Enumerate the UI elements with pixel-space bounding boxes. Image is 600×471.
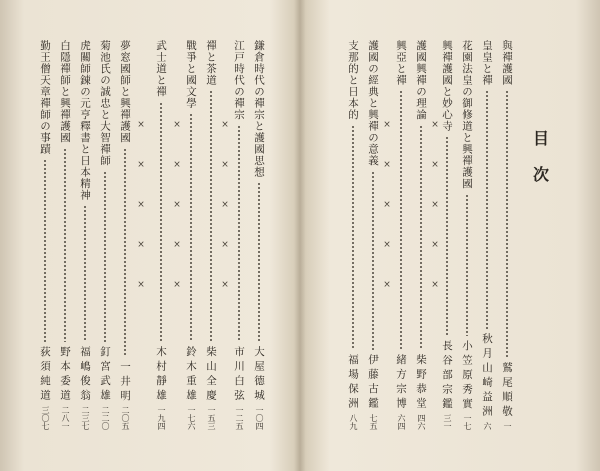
- leader-dots: [446, 136, 448, 336]
- leader-dots: [84, 205, 86, 342]
- separator-mark: ×: [383, 120, 391, 130]
- toc-entry: [344, 40, 362, 430]
- toc-entry-author: 市川白弦: [233, 346, 245, 404]
- toc-entry-author: 鷲尾順敬: [501, 362, 513, 420]
- separator-mark: ×: [221, 280, 229, 290]
- separator-mark: ×: [173, 240, 181, 250]
- group-separator: [132, 120, 150, 310]
- leader-dots: [420, 125, 422, 351]
- separator-mark: ×: [137, 160, 145, 170]
- toc-entry: [250, 40, 268, 430]
- leader-dots: [400, 90, 402, 350]
- toc-entry-author: 鈴木重雄: [185, 346, 197, 404]
- toc-entry-page: 三〇七: [41, 406, 50, 430]
- toc-entry-page: 一二五: [235, 406, 244, 430]
- toc-entry-author: 福嶋俊翁: [79, 346, 91, 404]
- toc-entry-page: 六: [483, 422, 492, 430]
- toc-entry-author: 秋月山崎益洲: [481, 333, 493, 420]
- toc-entry-page: 一〇四: [255, 406, 264, 430]
- toc-entry-author: 伊藤古鑑: [367, 354, 379, 412]
- contents-heading: 目次: [530, 130, 550, 202]
- group-separator: [168, 120, 186, 310]
- toc-entry-page: 一九四: [157, 406, 166, 430]
- separator-mark: ×: [173, 160, 181, 170]
- group-separator: [216, 120, 234, 310]
- toc-entry-title: 江戸時代の禪宗: [233, 40, 245, 121]
- group-separator: [378, 120, 396, 310]
- toc-entry-title: 菊池氏の誠忠と大智禪師: [99, 40, 111, 167]
- toc-entry-author: 小笠原秀實: [461, 339, 473, 412]
- separator-mark: ×: [137, 120, 145, 130]
- separator-mark: ×: [383, 280, 391, 290]
- separator-mark: ×: [431, 240, 439, 250]
- toc-entry-title: 虎關師錬の元亨釋書と日本精神: [79, 40, 91, 201]
- separator-mark: ×: [431, 200, 439, 210]
- separator-mark: ×: [383, 160, 391, 170]
- toc-entry-title: 興亞と禪: [395, 40, 407, 86]
- toc-entry-title: 夢窓國師と興禪護國: [119, 40, 131, 144]
- toc-entry-author: 柴山全慶: [205, 346, 217, 404]
- toc-entry-author: 一井明: [119, 360, 131, 404]
- toc-entry-author: 荻須純道: [39, 346, 51, 404]
- toc-entry: [478, 40, 496, 430]
- toc-entry-page: 七五: [369, 414, 378, 430]
- toc-entry-title: 花園法皇の御修道と興禪護國: [461, 40, 473, 190]
- leader-dots: [160, 102, 162, 343]
- toc-entry-author: 福場保洲: [347, 354, 359, 412]
- leader-dots: [190, 113, 192, 342]
- toc-entry-page: 三一: [443, 414, 452, 430]
- leader-dots: [210, 90, 212, 342]
- toc-entry-author: 野本委道: [59, 346, 71, 404]
- toc-entry-title: 勤王僧天章禪師の事蹟: [39, 40, 51, 155]
- toc-entry-page: 六四: [397, 414, 406, 430]
- separator-mark: ×: [173, 200, 181, 210]
- toc-entry-title: 戰爭と國文學: [185, 40, 197, 109]
- toc-entry: [498, 40, 516, 430]
- toc-entry-author: 柴野恭堂: [415, 354, 427, 412]
- leader-dots: [486, 90, 488, 329]
- separator-mark: ×: [137, 240, 145, 250]
- separator-mark: ×: [173, 280, 181, 290]
- toc-entry-title: 白隱禪師と興禪護國: [59, 40, 71, 144]
- toc-entry: [36, 40, 54, 430]
- toc-entry-title: 支那的と日本的: [347, 40, 359, 121]
- leader-dots: [104, 171, 106, 343]
- toc-entry: [458, 40, 476, 430]
- separator-mark: ×: [221, 160, 229, 170]
- toc-entry-page: 四六: [417, 414, 426, 430]
- toc-entry-title: 與禪護國: [501, 40, 513, 86]
- separator-mark: ×: [221, 120, 229, 130]
- separator-mark: ×: [137, 280, 145, 290]
- leader-dots: [64, 148, 66, 343]
- separator-mark: ×: [221, 200, 229, 210]
- toc-entry-page: 一七: [463, 414, 472, 430]
- toc-entry: [56, 40, 74, 430]
- toc-entry-author: 長谷部宗鑑: [441, 339, 453, 412]
- separator-mark: ×: [221, 240, 229, 250]
- toc-entry-title: 鎌倉時代の禪宗と護國思想: [253, 40, 265, 178]
- leader-dots: [352, 125, 354, 351]
- toc-entry-author: 木村靜雄: [155, 346, 167, 404]
- left-page: [0, 0, 298, 471]
- separator-mark: ×: [431, 160, 439, 170]
- leader-dots: [258, 182, 260, 342]
- toc-entry-page: 二二〇: [101, 406, 110, 430]
- leader-dots: [44, 159, 46, 342]
- toc-entry-page: 一: [503, 422, 512, 430]
- toc-entry-page: 二三七: [81, 406, 90, 430]
- toc-entry-title: 皇皇と禪: [481, 40, 493, 86]
- toc-entry-page: 二八一: [61, 406, 70, 430]
- toc-entry-title: 興禪護國と妙心寺: [441, 40, 453, 132]
- leader-dots: [372, 171, 374, 351]
- toc-entry-author: 大屋德城: [253, 346, 265, 404]
- toc-entry-page: 二〇五: [121, 406, 130, 430]
- toc-entry-author: 緒方宗博: [395, 354, 407, 412]
- toc-entry-author: 釘宮武雄: [99, 346, 111, 404]
- separator-mark: ×: [383, 200, 391, 210]
- leader-dots: [506, 90, 508, 358]
- toc-entry-title: 護國興禪の理論: [415, 40, 427, 121]
- leader-dots: [466, 194, 468, 336]
- leader-dots: [124, 148, 126, 357]
- group-separator: [426, 120, 444, 310]
- toc-entry-page: 一五三: [207, 406, 216, 430]
- toc-entry-page: 一七六: [187, 406, 196, 430]
- toc-entry-title: 護國の經典と興禪の意義: [367, 40, 379, 167]
- separator-mark: ×: [173, 120, 181, 130]
- separator-mark: ×: [137, 200, 145, 210]
- leader-dots: [238, 125, 240, 343]
- toc-entry-title: 禪と茶道: [205, 40, 217, 86]
- toc-entry-title: 武士道と禪: [155, 40, 167, 98]
- separator-mark: ×: [431, 120, 439, 130]
- toc-entry-page: 八九: [349, 414, 358, 430]
- separator-mark: ×: [383, 240, 391, 250]
- toc-entry: [76, 40, 94, 430]
- separator-mark: ×: [431, 280, 439, 290]
- right-page: [302, 0, 600, 471]
- page-title: [528, 130, 552, 202]
- toc-entry: [96, 40, 114, 430]
